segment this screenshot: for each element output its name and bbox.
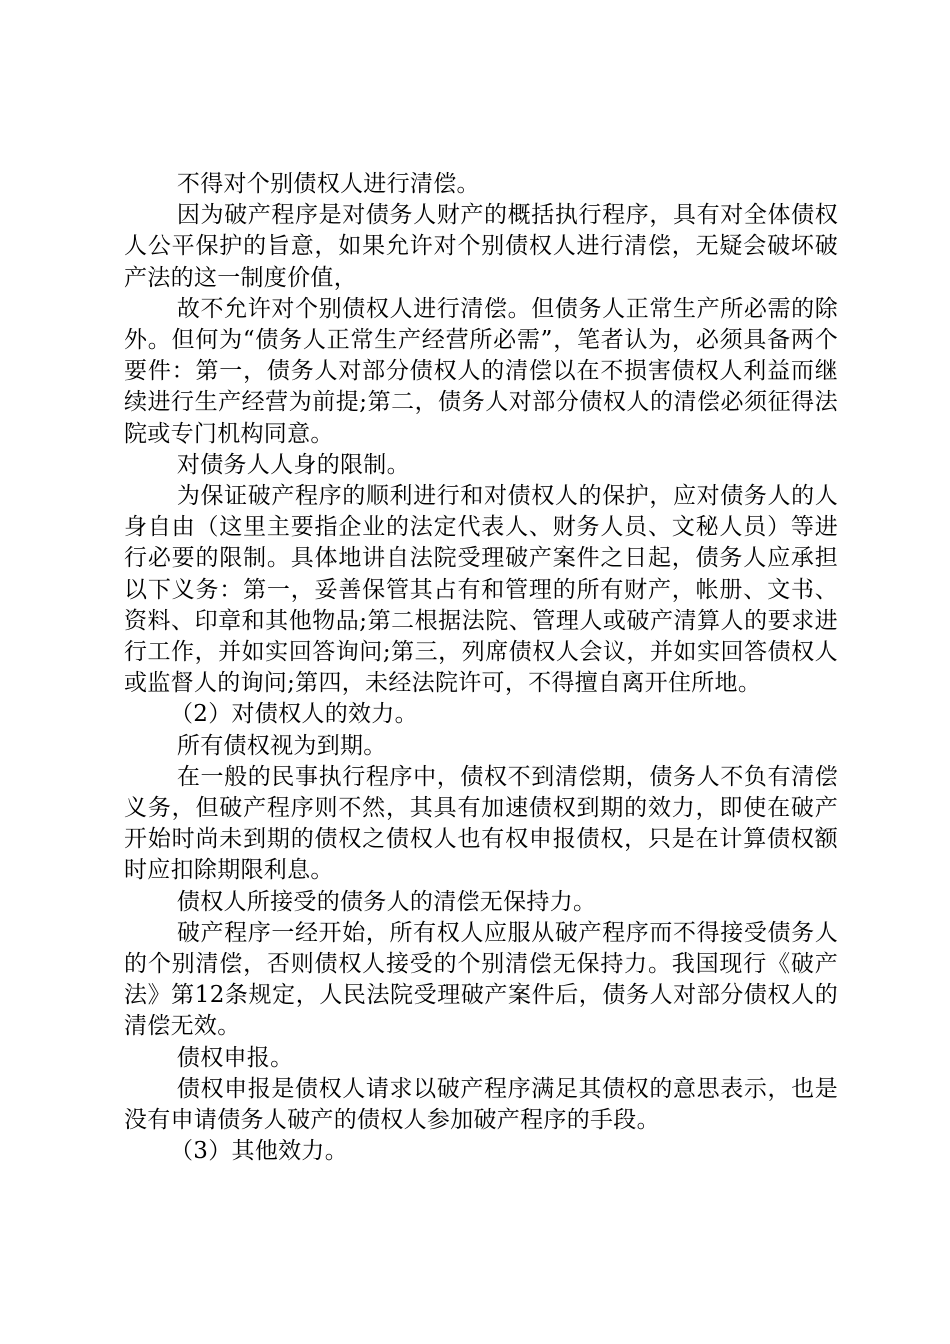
- section-heading: （3）其他效力。: [170, 1138, 349, 1165]
- section-heading: （2）对债权人的效力。: [170, 701, 418, 728]
- paragraph: 债权人所接受的债务人的清偿无保持力。: [176, 888, 597, 915]
- paragraph: 破产程序一经开始，所有权人应服从破产程序而不得接受债务人的个别清偿，否则债权人接受的个别清偿无保持力。我国现行《破产法》第12条规定，人民法院受理破产案件后，债务人对部分债权人的清偿无效。: [124, 919, 838, 1040]
- paragraph: 债权申报是债权人请求以破产程序满足其债权的意思表示，也是没有申请债务人破产的债权人参加破产程序的手段。: [124, 1075, 838, 1134]
- paragraph: 对债务人人身的限制。: [176, 451, 410, 478]
- paragraph: 因为破产程序是对债务人财产的概括执行程序，具有对全体债权人公平保护的旨意，如果允许对个别债权人进行清偿，无疑会破坏破产法的这一制度价值，: [124, 202, 838, 291]
- paragraph: 为保证破产程序的顺利进行和对债权人的保护，应对债务人的人身自由（这里主要指企业的法定代表人、财务人员、文秘人员）等进行必要的限制。具体地讲自法院受理破产案件之日起，债务人应承担以下义务：第一，妥善保管其占有和管理的所有财产，帐册、文书、资料、印章和其他物品;第二根据法院、管理人或破产清算人的要求进行工作，并如实回答询问;第三，列席债权人会议，并如实回答债权人或监督人的询问;第四，未经法院许可，不得擅自离开住所地。: [124, 483, 838, 697]
- paragraph: 债权申报。: [176, 1044, 294, 1071]
- paragraph: 所有债权视为到期。: [176, 732, 387, 759]
- paragraph: 在一般的民事执行程序中，债权不到清偿期，债务人不负有清偿义务，但破产程序则不然，其具有加速债权到期的效力，即使在破产开始时尚未到期的债权之债权人也有权申报债权，只是在计算债权额时应扣除期限利息。: [124, 763, 838, 884]
- document-body: [124, 169, 838, 1168]
- paragraph: 故不允许对个别债权人进行清偿。但债务人正常生产所必需的除外。但何为“债务人正常生产经营所必需”，笔者认为，必须具备两个要件：第一，债务人对部分债权人的清偿以在不损害债权人利益而继续进行生产经营为前提;第二，债务人对部分债权人的清偿必须征得法院或专门机构同意。: [124, 295, 838, 447]
- paragraph: 不得对个别债权人进行清偿。: [176, 171, 480, 197]
